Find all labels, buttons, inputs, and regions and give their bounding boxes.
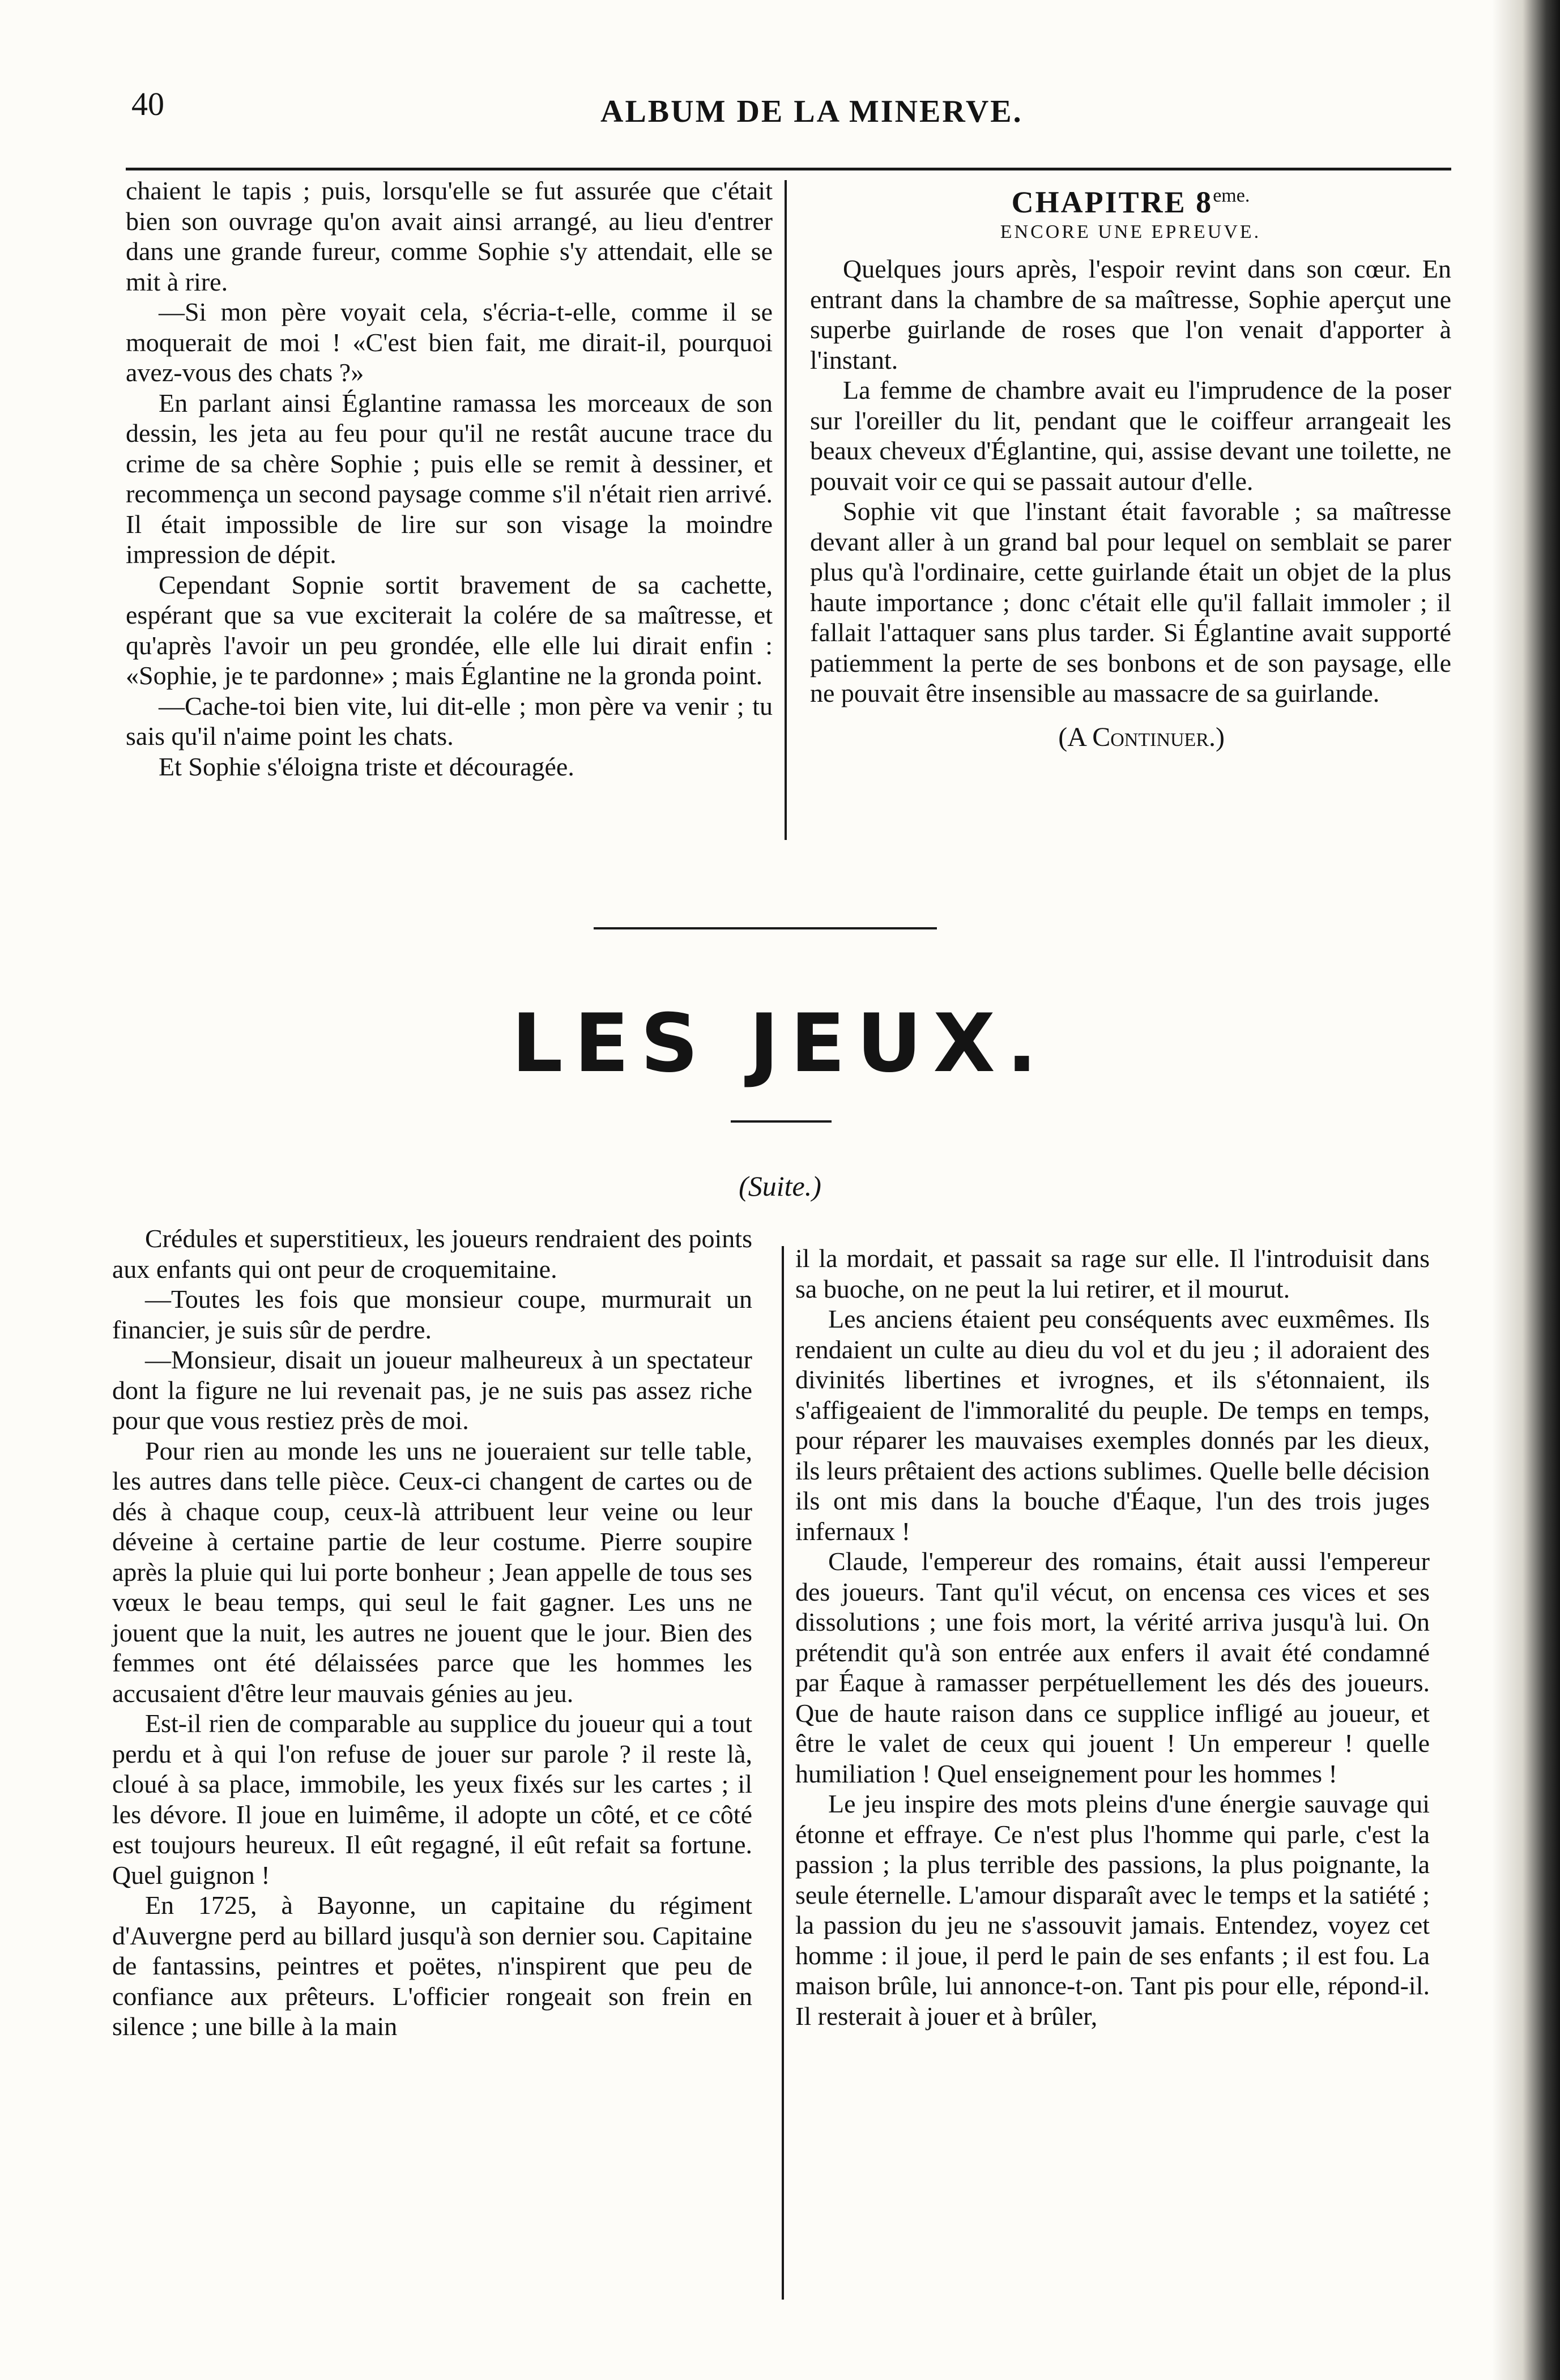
top-left-column [126, 176, 773, 782]
paragraph: Est-il rien de comparable au supplice du joueur qui a tout perdu et à qui l'on refuse de jouer sur parole ? il reste là, cloué à sa place, immobile, les yeux fixés sur les cartes ; il les dévore. Il joue en luimême, il adopte un côté, et ce côté est toujours heureux. Il eût regagné, il eût refait sa fortune. Quel guignon ! [112, 1709, 752, 1890]
paragraph: En 1725, à Bayonne, un capitaine du régiment d'Auvergne perd au billard jusqu'à son dernier sou. Capitaine de fantassins, peintres et poëtes, n'inspirent que peu de confiance aux prêteurs. L'officier rongeait son frein en silence ; une bille à la main [112, 1891, 752, 2041]
paragraph: Et Sophie s'éloigna triste et découragée. [159, 752, 574, 781]
section-subtitle: (Suite.) [739, 1170, 821, 1202]
paragraph: Pour rien au monde les uns ne joueraient sur telle table, les autres dans telle pièce. Ceux-ci changent de cartes ou de dés à chaque coup, ceux-là attribuent leur veine ou leur déveine à certaine partie de leur costume. Pierre soupire après la pluie qui lui porte bonheur ; Jean appelle de tous ses vœux le beau temps, qui seul le fait gagner. Les uns ne jouent que la nuit, les autres ne jouent que le jour. Bien des femmes ont été délaissées parce que les hommes les accusaient d'être leur mauvais génies au jeu. [112, 1436, 752, 1708]
scan-edge [1492, 0, 1560, 2380]
paragraph: Quelques jours après, l'espoir revint dans son cœur. En entrant dans la chambre de sa maîtresse, Sophie aperçut une superbe guirlande de roses que l'on venait d'apporter à l'instant. [810, 254, 1451, 374]
running-title: ALBUM DE LA MINERVE. [600, 94, 1023, 129]
section-title: LES JEUX. [512, 997, 1048, 1090]
paragraph: —Si mon père voyait cela, s'écria-t-elle, comme il se moquerait de moi ! «C'est bien fait, me dirait-il, pourquoi avez-vous des chats ?» [126, 297, 773, 387]
paragraph: Cependant Sopnie sortit bravement de sa cachette, espérant que sa vue exciterait la colére de sa maîtresse, et qu'après l'avoir un peu grondée, elle elle lui dirait enfin : «Sophie, je te pardonne» ; mais Églantine ne la gronda point. [126, 570, 773, 690]
chapter-heading: CHAPITRE $8^{eme.}$ [1011, 185, 1250, 219]
paragraph: chaient le tapis ; puis, lorsqu'elle se fut assurée que c'était bien son ouvrage qu'on avait ainsi arrangé, au lieu d'entrer dans une grande fureur, comme Sophie s'y attendait, elle se mit à rire. [126, 176, 773, 296]
paragraph: il la mordait, et passait sa rage sur elle. Il l'introduisit dans sa buoche, on ne peut la lui retirer, et il mourut. [795, 1244, 1430, 1303]
paragraph: En parlant ainsi Églantine ramassa les morceaux de son dessin, les jeta au feu pour qu'il ne restât aucune trace du crime de sa chère Sophie ; puis elle se remit à dessiner, et recommença un second paysage comme s'il n'était rien arrivé. Il était impossible de lire sur son visage la moindre impression de dépit. [126, 388, 773, 569]
section-separator [594, 927, 937, 929]
continuation-note: (A Continuer.) [1058, 722, 1225, 752]
paragraph: Le jeu inspire des mots pleins d'une énergie sauvage qui étonne et effraye. Ce n'est plus l'homme qui parle, c'est la passion ; la plus terrible des passions, la plus poignante, la seule éternelle. L'amour disparaît avec le temps et la satiété ; la passion du jeu ne s'assouvit jamais. Entendez, voyez cet homme : il joue, il perd le pain de ses enfants ; il est fou. La maison brûle, lui annonce-t-on. Tant pis pour elle, répond-il. Il resterait à jouer et à brûler, [795, 1789, 1430, 2031]
paragraph: Crédules et superstitieux, les joueurs rendraient des points aux enfants qui ont peur de croquemitaine. [112, 1224, 752, 1283]
column-divider [782, 1246, 784, 2300]
title-rule [731, 1120, 832, 1123]
paragraph: —Monsieur, disait un joueur malheureux à un spectateur dont la figure ne lui revenait pas, je ne suis pas assez riche pour que vous restiez près de moi. [112, 1345, 752, 1435]
bottom-left-column [112, 1223, 752, 2042]
paragraph: La femme de chambre avait eu l'imprudence de la poser sur l'oreiller du lit, pendant que le coiffeur arrangeait les beaux cheveux d'Églantine, qui, assise devant une toilette, ne pouvait voir ce qui se passait autour d'elle. [810, 376, 1451, 496]
column-divider [785, 180, 787, 840]
paragraph: Claude, l'empereur des romains, était aussi l'empereur des joueurs. Tant qu'il vécut, on encensa ces vices et ses dissolutions ; une fois mort, la vérité arriva jusqu'à lui. On prétendit qu'à son entrée aux enfers il avait été condamné par Éaque à ramasser perpétuellement les dés des joueurs. Que de haute raison dans ce supplice infligé au joueur, et être le valet de ceux qui jouent ! Un empereur ! quelle humiliation ! Quel enseignement pour les hommes ! [795, 1547, 1430, 1788]
header-rule [126, 168, 1451, 170]
paragraph: Les anciens étaient peu conséquents avec euxmêmes. Ils rendaient un culte au dieu du vol et du jeu ; il adoraient des divinités libertines et ivrognes, et ils s'étonnaient, ils s'affigeaient de l'immoralité du peuple. De temps en temps, pour réparer les mauvaises exemples donnés par les dieux, ils leurs prêtaient des actions sublimes. Quelle belle décision ils ont mis dans la bouche d'Éaque, l'un des trois juges infernaux ! [795, 1304, 1430, 1546]
top-right-column [810, 178, 1451, 752]
chapter-subtitle: ENCORE UNE EPREUVE. [1000, 221, 1261, 242]
bottom-right-column [795, 1243, 1430, 2031]
page-number: 40 [131, 86, 164, 122]
paragraph: Sophie vit que l'instant était favorable ; sa maîtresse devant aller à un grand bal pour lequel on semblait se parer plus qu'à l'ordinaire, cette guirlande était un objet de la plus haute importance ; donc c'était elle qu'il fallait immoler ; il fallait l'attaquer sans plus tarder. Si Églantine avait supporté patiemment la perte de ses bonbons et de son paysage, elle ne pouvait être insensible au massacre de sa guirlande. [810, 497, 1451, 707]
paragraph: —Cache-toi bien vite, lui dit-elle ; mon père va venir ; tu sais qu'il n'aime point les chats. [126, 691, 773, 750]
paragraph: —Toutes les fois que monsieur coupe, murmurait un financier, je suis sûr de perdre. [112, 1285, 752, 1344]
